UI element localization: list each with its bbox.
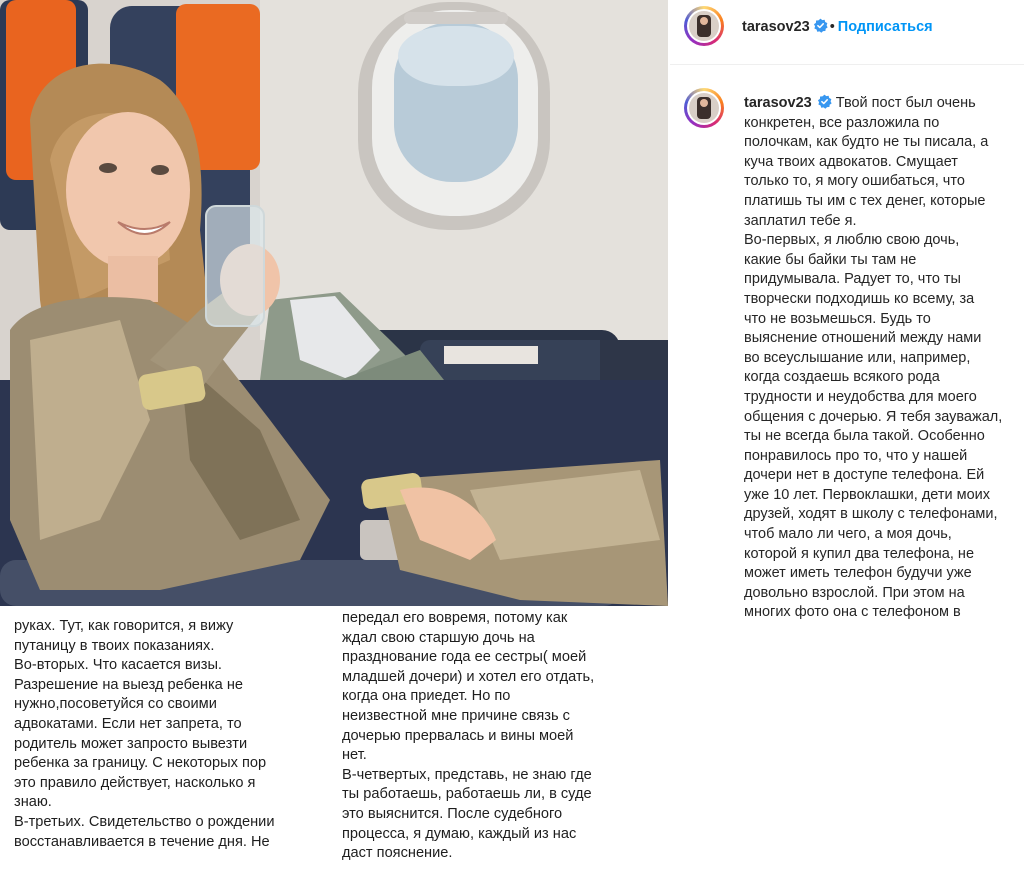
- continuation-line: празднование года ее сестры( моей: [342, 649, 587, 666]
- post-photo-image: [0, 0, 668, 606]
- caption-line: куча твоих адвокатов. Смущает: [744, 153, 958, 170]
- continuation-line: дочерью прервалась и вины моей: [342, 727, 574, 744]
- caption-line: понравилось про то, что у нашей: [744, 447, 968, 464]
- continuation-line: даст пояснение.: [342, 845, 453, 862]
- continuation-line: младшей дочери) и хотел его отдать,: [342, 668, 595, 685]
- header-separator: •: [829, 19, 835, 35]
- continuation-line: ребенка за границу. С некоторых пор: [14, 755, 267, 772]
- verified-badge-icon: [813, 18, 828, 33]
- caption-line: заплатил тебе я.: [744, 212, 857, 229]
- caption-author-avatar[interactable]: [684, 88, 724, 128]
- caption-line: дочери нет в доступе телефона. Ей: [744, 467, 985, 484]
- caption-line: творчески подходишь ко всему, за: [744, 290, 975, 307]
- caption-line: Твой пост был очень: [835, 95, 976, 111]
- post-photo[interactable]: [0, 0, 668, 606]
- caption-line: общения с дочерью. Я тебя зауважал,: [744, 408, 1003, 425]
- post-caption: [744, 94, 1006, 623]
- caption-line: что не возьмешься. Будь то: [744, 310, 931, 327]
- caption-line: трудности и неудобства для моего: [744, 388, 977, 405]
- caption-line: может иметь телефон будучи уже: [744, 565, 972, 582]
- caption-line: конкретен, все разложила по: [744, 114, 940, 131]
- continuation-middle-column: [342, 609, 632, 864]
- continuation-left-column: [14, 617, 319, 852]
- continuation-line: В-третьих. Свидетельство о рождении: [14, 813, 275, 830]
- header-username[interactable]: tarasov23: [742, 19, 810, 35]
- continuation-line: Во-вторых. Что касается визы.: [14, 657, 222, 674]
- continuation-line: ждал свою старшую дочь на: [342, 629, 535, 646]
- verified-badge-icon: [817, 94, 832, 109]
- caption-line: во всеуслышание или, например,: [744, 349, 971, 366]
- header-line: [742, 18, 933, 35]
- continuation-line: знаю.: [14, 794, 52, 811]
- continuation-line: В-четвертых, представь, не знаю где: [342, 766, 592, 783]
- caption-line: уже 10 лет. Первоклашки, дети моих: [744, 486, 991, 503]
- caption-username[interactable]: tarasov23: [744, 95, 812, 111]
- caption-line: ты не всегда была такой. Особенно: [744, 428, 985, 445]
- continuation-line: когда она приедет. Но по: [342, 688, 511, 705]
- continuation-line: ты работаешь, работаешь ли, в суде: [342, 786, 592, 803]
- continuation-line: руках. Тут, как говорится, я вижу: [14, 618, 234, 634]
- continuation-line: родитель может запросто вывезти: [14, 735, 248, 752]
- continuation-line: нужно,посоветуйся со своими: [14, 696, 217, 713]
- continuation-line: Разрешение на выезд ребенка не: [14, 676, 244, 693]
- continuation-line: передал его вовремя, потому как: [342, 610, 568, 626]
- caption-line: Во-первых, я люблю свою дочь,: [744, 232, 960, 249]
- caption-line: только то, я могу ошибаться, что: [744, 173, 965, 190]
- caption-line: многих фото она с телефоном в: [744, 604, 961, 621]
- caption-line: друзей, ходят в школу с телефонами,: [744, 506, 998, 523]
- caption-line: которой я купил два телефона, не: [744, 545, 975, 562]
- continuation-line: это выяснится. После судебного: [342, 805, 563, 822]
- continuation-line: адвокатами. Если нет запрета, то: [14, 715, 242, 732]
- caption-line: какие бы байки ты там не: [744, 251, 917, 268]
- post-header: [670, 0, 1024, 65]
- continuation-line: процесса, я думаю, каждый из нас: [342, 825, 577, 842]
- continuation-line: это правило действует, насколько я: [14, 774, 256, 791]
- continuation-line: восстанавливается в течение дня. Не: [14, 833, 270, 850]
- follow-button[interactable]: Подписаться: [837, 19, 933, 35]
- post-side-panel: [670, 0, 1024, 870]
- caption-line: чтоб мало ли чего, а моя дочь,: [744, 526, 952, 543]
- caption-line: полочкам, как будто не ты писала, а: [744, 134, 989, 151]
- caption-line: довольно взрослой. При этом на: [744, 584, 965, 601]
- author-avatar[interactable]: [684, 6, 724, 46]
- continuation-line: неизвестной мне причине связь с: [342, 707, 570, 724]
- caption-line: выяснение отношений между нами: [744, 330, 982, 347]
- caption-line: придумывала. Радует то, что ты: [744, 271, 961, 288]
- continuation-line: нет.: [342, 747, 367, 764]
- caption-line: платишь ты им с тех денег, которые: [744, 192, 986, 209]
- caption-line: когда создаешь всякого рода: [744, 369, 940, 386]
- continuation-line: путаницу в твоих показаниях.: [14, 637, 215, 654]
